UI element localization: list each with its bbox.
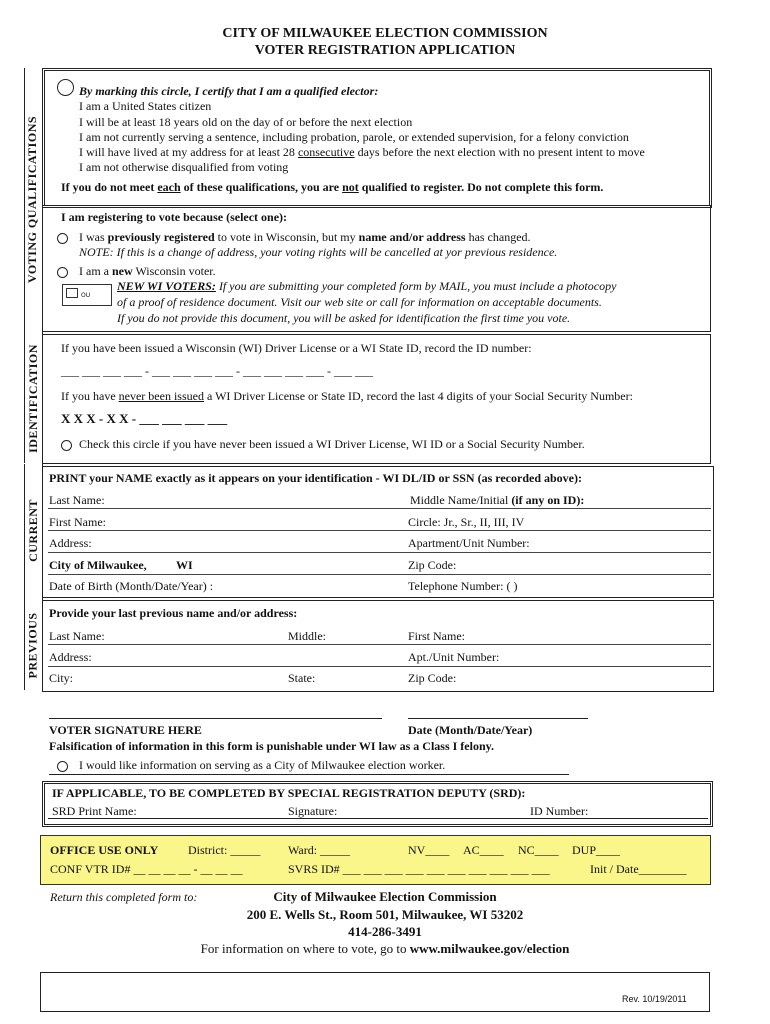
previous-heading: Provide your last previous name and/or address:	[49, 606, 298, 620]
office-init-date[interactable]: Init / Date________	[590, 862, 687, 876]
previous-state-label: State:	[288, 671, 316, 685]
address-change-note: NOTE: If this is a change of address, your voting rights will be cancelled at yor previous residence.	[79, 245, 558, 259]
election-worker-radio[interactable]	[57, 761, 68, 772]
current-last-name-label: Last Name:	[49, 493, 105, 507]
signature-date-line[interactable]	[408, 718, 588, 719]
election-worker-label: I would like information on serving as a City of Milwaukee election worker.	[79, 758, 446, 772]
office-dup[interactable]: DUP____	[572, 843, 621, 857]
new-voter-label: I am a new Wisconsin voter.	[79, 264, 216, 278]
office-ward[interactable]: Ward: _____	[288, 843, 351, 857]
return-phone: 414-286-3491	[348, 924, 422, 939]
return-label: Return this completed form to:	[50, 890, 198, 904]
current-state: WI	[176, 558, 193, 572]
current-city: City of Milwaukee,	[49, 558, 147, 572]
signature-line[interactable]	[49, 718, 382, 719]
worker-underline	[49, 774, 569, 775]
previously-registered-label: I was previously registered to vote in Wisconsin, but my name and/or address has changed.	[79, 230, 531, 244]
office-svrs-id[interactable]: SVRS ID# ___ ___ ___ ___ ___ ___ ___ ___ ___ ___	[288, 862, 550, 876]
current-zip-label: Zip Code:	[408, 558, 457, 572]
return-org: City of Milwaukee Election Commission	[273, 889, 497, 904]
current-apt-label: Apartment/Unit Number:	[408, 536, 530, 550]
previous-row-line-1[interactable]	[48, 644, 711, 645]
qual-item-sentence: I am not currently serving a sentence, including probation, parole, or extended supervision, for a felony conviction	[79, 130, 629, 144]
no-id-label: Check this circle if you have never been issued a WI Driver License, WI ID or a Social Security Number.	[79, 437, 585, 451]
new-voters-notice-1: NEW WI VOTERS: If you are submitting your completed form by MAIL, you must include a photocopy	[117, 279, 617, 293]
sidebar-identification: IDENTIFICATION	[25, 343, 40, 453]
current-dob-label: Date of Birth (Month/Date/Year) :	[49, 579, 214, 593]
sidebar-frame-top	[24, 68, 43, 463]
new-voters-notice-2: of a proof of residence document. Visit our web site or call for information on acceptable documents.	[117, 295, 602, 309]
qual-item-age: I will be at least 18 years old on the day of or before the next election	[79, 115, 413, 129]
return-address: 200 E. Wells St., Room 501, Milwaukee, WI 53202	[246, 907, 524, 922]
current-address-label: Address:	[49, 536, 92, 550]
qual-warning: If you do not meet each of these qualifications, you are not qualified to register. Do not complete this form.	[61, 180, 604, 194]
previous-city-label: City:	[49, 671, 74, 685]
previous-zip-label: Zip Code:	[408, 671, 457, 685]
revision-date: Rev. 10/19/2011	[622, 994, 687, 1004]
return-info: For information on where to vote, go to www.milwaukee.gov/election	[200, 941, 570, 956]
srd-id-label: ID Number:	[530, 804, 589, 818]
sidebar-previous: PREVIOUS	[25, 611, 40, 679]
previous-address-label: Address:	[49, 650, 92, 664]
office-nc[interactable]: NC____	[518, 843, 559, 857]
qual-item-citizen: I am a United States citizen	[79, 99, 212, 113]
office-title: OFFICE USE ONLY	[50, 843, 159, 857]
no-id-radio[interactable]	[61, 440, 72, 451]
current-circle-label: Circle: Jr., Sr., II, III, IV	[408, 515, 525, 529]
srd-print-name-label: SRD Print Name:	[52, 804, 137, 818]
sidebar-current: CURRENT	[25, 498, 40, 562]
dl-number-blanks[interactable]: ___ ___ ___ ___ - ___ ___ ___ ___ - ___ ___ ___ ___ - ___ ___	[61, 364, 373, 378]
current-middle-label: Middle Name/Initial (if any on ID):	[410, 493, 585, 507]
current-row-line-4[interactable]	[48, 574, 711, 575]
office-district[interactable]: District: _____	[188, 843, 261, 857]
previous-row-line-2[interactable]	[48, 666, 711, 667]
office-nv[interactable]: NV____	[408, 843, 450, 857]
srd-heading: IF APPLICABLE, TO BE COMPLETED BY SPECIAL REGISTRATION DEPUTY (SRD):	[52, 786, 526, 800]
current-heading: PRINT your NAME exactly as it appears on your identification - WI DL/ID or SSN (as recorded above):	[49, 471, 583, 485]
qual-item-disqualified: I am not otherwise disqualified from voting	[79, 160, 289, 174]
form-subtitle: VOTER REGISTRATION APPLICATION	[254, 43, 516, 58]
srd-line[interactable]	[48, 818, 708, 819]
falsification-warning: Falsification of information in this form is punishable under WI law as a Class I felony.	[49, 739, 494, 753]
ssn-prompt: If you have never been issued a WI Driver License or State ID, record the last 4 digits of your Social Security Number:	[61, 389, 633, 403]
envelope-icon: OU	[62, 284, 112, 306]
signature-date-label: Date (Month/Date/Year)	[408, 723, 533, 737]
previous-middle-label: Middle:	[288, 629, 326, 643]
sidebar-voting-qualifications: VOTING QUALIFICATIONS	[25, 115, 40, 283]
sidebar-frame-bottom	[24, 464, 43, 690]
footer-box	[40, 972, 710, 1012]
previous-first-name-label: First Name:	[408, 629, 465, 643]
dl-prompt: If you have been issued a Wisconsin (WI) Driver License or a WI State ID, record the ID number:	[61, 341, 532, 355]
current-row-line-1[interactable]	[48, 508, 711, 509]
previously-registered-radio[interactable]	[57, 233, 68, 244]
office-conf-id[interactable]: CONF VTR ID# __ __ __ __ - __ __ __	[50, 862, 243, 876]
reason-heading: I am registering to vote because (select one):	[61, 210, 288, 224]
current-phone-label: Telephone Number: ( )	[408, 579, 518, 593]
previous-last-name-label: Last Name:	[49, 629, 105, 643]
current-first-name-label: First Name:	[49, 515, 106, 529]
srd-signature-label: Signature:	[288, 804, 338, 818]
qual-item-residence: I will have lived at my address for at least 28 consecutive days before the next election with no present intent to move	[79, 145, 645, 159]
form-title: CITY OF MILWAUKEE ELECTION COMMISSION	[222, 26, 548, 41]
ssn-blanks[interactable]: X X X - X X - ___ ___ ___ ___	[61, 411, 228, 426]
current-row-line-3[interactable]	[48, 552, 711, 553]
new-voter-radio[interactable]	[57, 267, 68, 278]
election-website-link[interactable]: www.milwaukee.gov/election	[409, 941, 570, 956]
office-ac[interactable]: AC____	[463, 843, 504, 857]
new-voters-notice-3: If you do not provide this document, you will be asked for identification the first time you vote.	[117, 311, 571, 325]
current-row-line-2[interactable]	[48, 530, 711, 531]
previous-apt-label: Apt./Unit Number:	[408, 650, 500, 664]
certify-radio[interactable]	[57, 79, 74, 96]
signature-label: VOTER SIGNATURE HERE	[49, 723, 202, 737]
certify-text: By marking this circle, I certify that I am a qualified elector:	[79, 84, 379, 98]
